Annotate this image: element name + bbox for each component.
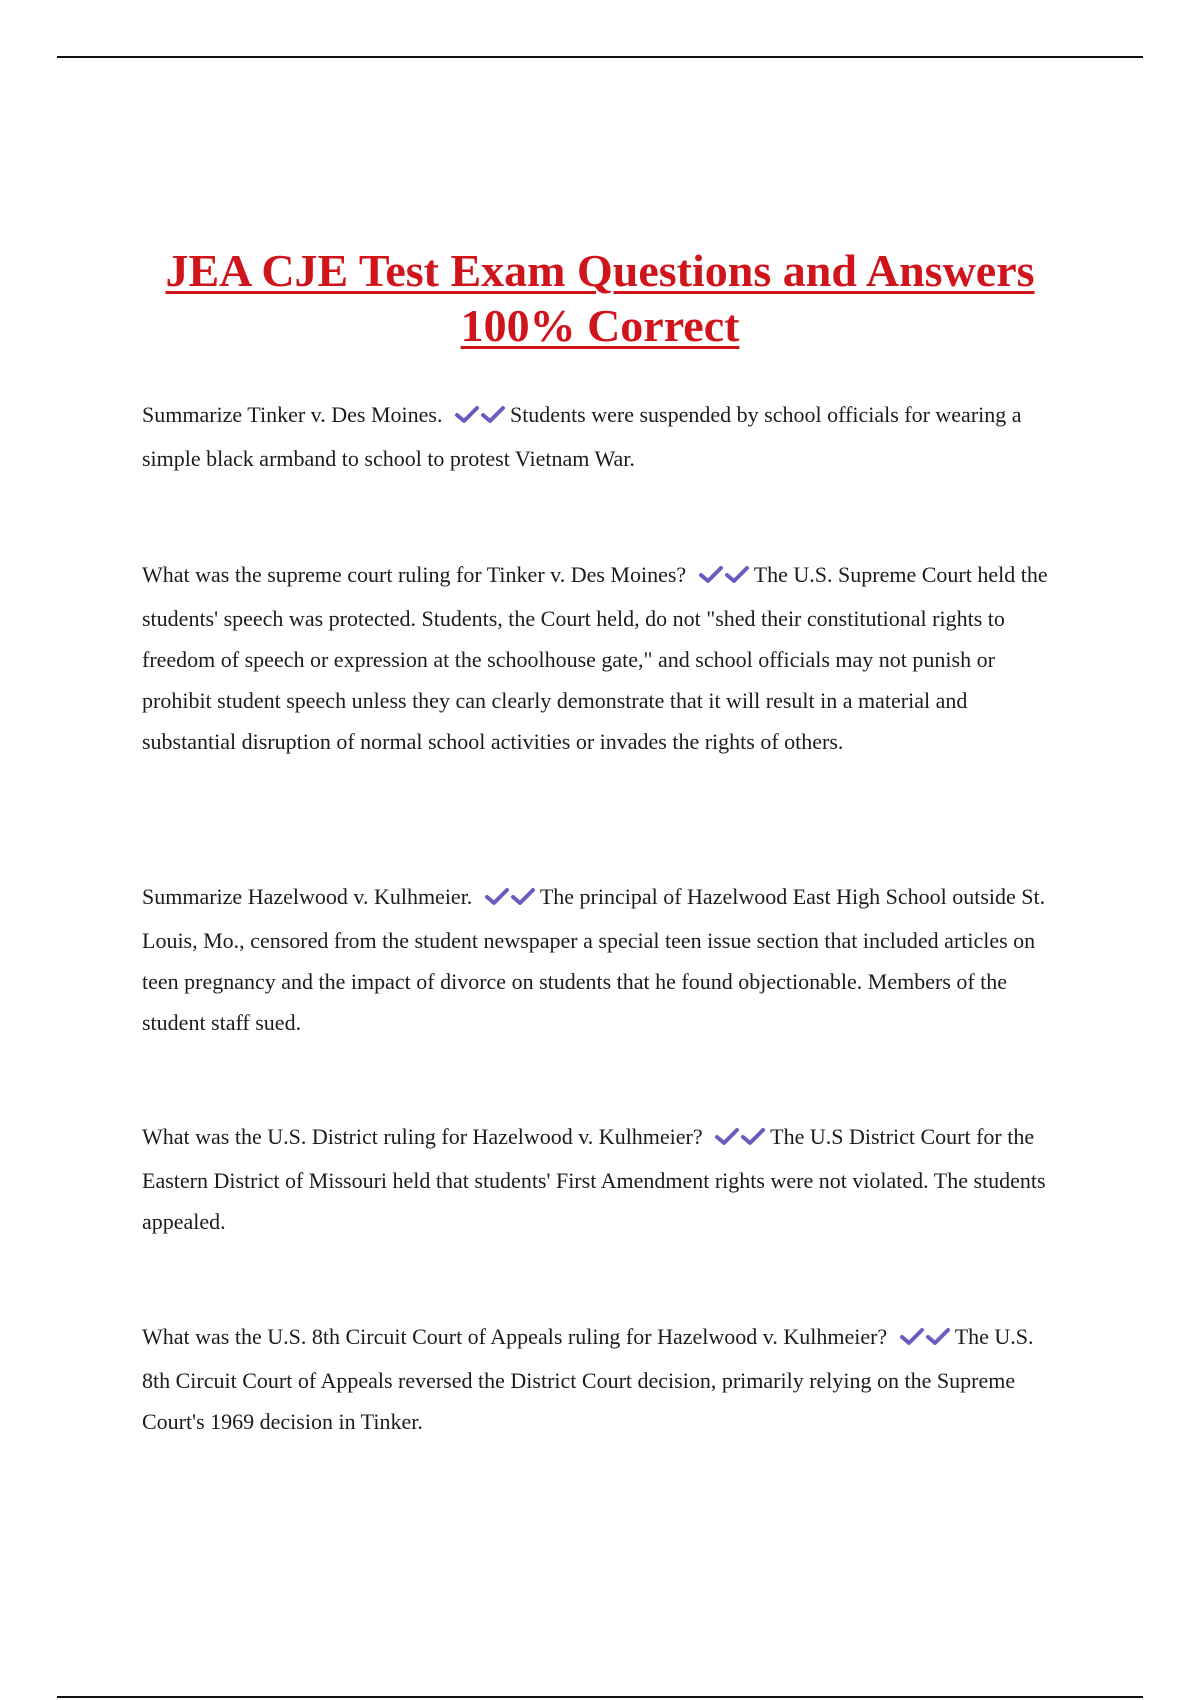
checkmark-icon [925, 1327, 951, 1347]
qa-item [142, 554, 1062, 762]
question-text: What was the U.S. 8th Circuit Court of Appeals ruling for Hazelwood v. Kulhmeier? [142, 1324, 888, 1349]
answer-text: The U.S. Supreme Court held the students' speech was protected. Students, the Court held, do not "shed their constitutional rights to freedom of speech or expression at the schoolhouse gate," and school officials may not punish or prohibit student speech unless they can clearly demonstrate that it will result in a material and substantial disruption of normal school activities or invades the rights of others. [142, 562, 1048, 754]
checkmark-icon [484, 887, 510, 907]
bottom-rule [57, 1696, 1143, 1698]
checkmark-icon [724, 565, 750, 585]
checkmark-icon [480, 405, 506, 425]
top-rule [57, 56, 1143, 58]
answer-text: Students were suspended by school officials for wearing a simple black armband to school to protest Vietnam War. [142, 402, 1022, 471]
answer-marker [714, 1119, 766, 1160]
qa-item [142, 1316, 1062, 1442]
question-text: Summarize Hazelwood v. Kulhmeier. [142, 884, 473, 909]
answer-text: The U.S. 8th Circuit Court of Appeals reversed the District Court decision, primarily relying on the Supreme Court's 1969 decision in Tinker. [142, 1324, 1034, 1434]
checkmark-icon [899, 1327, 925, 1347]
answer-marker [454, 397, 506, 438]
qa-item [142, 1116, 1062, 1242]
qa-item [142, 876, 1062, 1043]
question-text: Summarize Tinker v. Des Moines. [142, 402, 443, 427]
checkmark-icon [510, 887, 536, 907]
document-title [100, 243, 1100, 353]
question-text: What was the U.S. District ruling for Hazelwood v. Kulhmeier? [142, 1124, 703, 1149]
answer-marker [698, 557, 750, 598]
question-text: What was the supreme court ruling for Tinker v. Des Moines? [142, 562, 687, 587]
title-line-2: 100% Correct [460, 299, 740, 351]
answer-marker [899, 1319, 951, 1360]
checkmark-icon [454, 405, 480, 425]
answer-text: The U.S District Court for the Eastern District of Missouri held that students' First Amendment rights were not violated. The students appealed. [142, 1124, 1046, 1234]
checkmark-icon [740, 1127, 766, 1147]
qa-item [142, 394, 1062, 479]
checkmark-icon [698, 565, 724, 585]
checkmark-icon [714, 1127, 740, 1147]
title-line-1: JEA CJE Test Exam Questions and Answers [165, 244, 1035, 296]
answer-marker [484, 879, 536, 920]
answer-text: The principal of Hazelwood East High School outside St. Louis, Mo., censored from the student newspaper a special teen issue section that included articles on teen pregnancy and the impact of divorce on students that he found objectionable. Members of the student staff sued. [142, 884, 1046, 1035]
